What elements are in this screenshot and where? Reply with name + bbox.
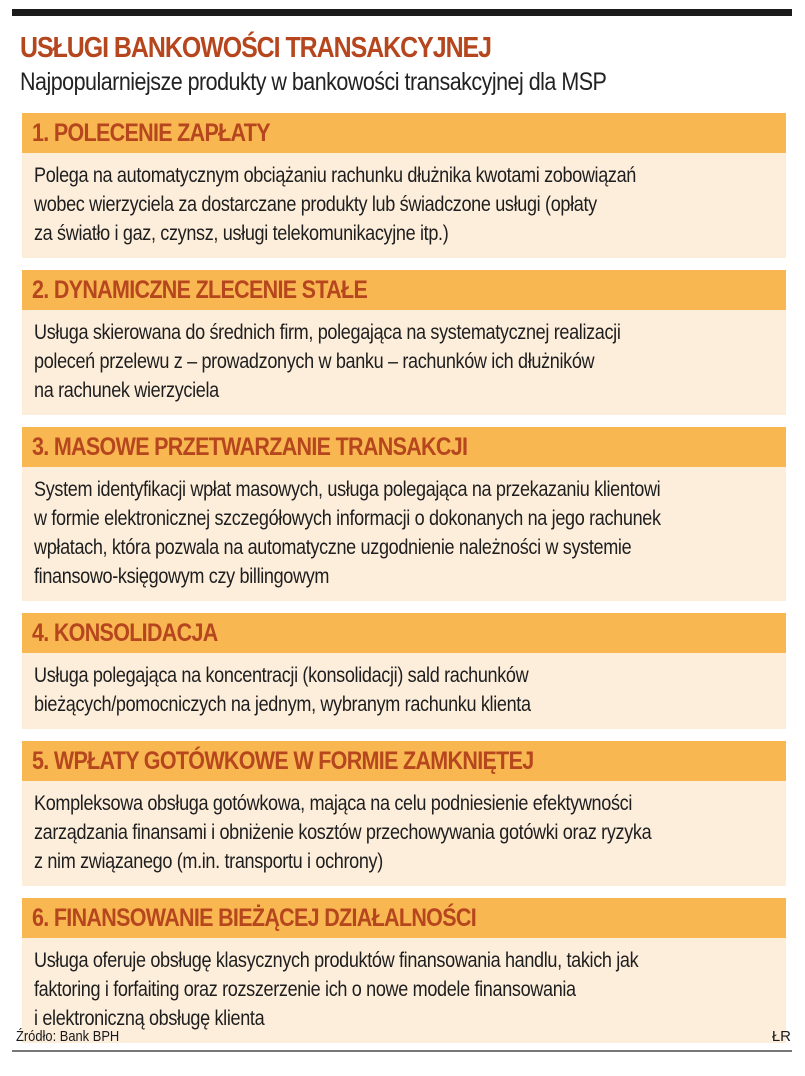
section-text-line: faktoring i forfaiting oraz rozszerzenie ich o nowe modele finansowania <box>34 978 576 1001</box>
section-body <box>22 467 786 601</box>
section-6 <box>22 898 786 1043</box>
section-5 <box>22 741 786 886</box>
source-note: Źródło: Bank BPH <box>16 1028 120 1045</box>
section-header <box>22 898 786 938</box>
section-text-line: Polega na automatycznym obciążaniu rachunku dłużnika kwotami zobowiązań <box>34 164 637 187</box>
section-header <box>22 613 786 653</box>
section-heading: 6. FINANSOWANIE BIEŻĄCEJ DZIAŁALNOŚCI <box>32 904 476 932</box>
section-text-line: wpłatach, która pozwala na automatyczne uzgodnienie należności w systemie <box>34 536 632 559</box>
section-text-line: i elektroniczną obsługę klienta <box>34 1007 265 1030</box>
section-4 <box>22 613 786 729</box>
section-body <box>22 938 786 1043</box>
section-heading: 2. DYNAMICZNE ZLECENIE STAŁE <box>32 276 368 304</box>
section-text-line: na rachunek wierzyciela <box>34 379 219 402</box>
section-text-line: Usługa oferuje obsługę klasycznych produktów finansowania handlu, takich jak <box>34 949 639 972</box>
section-header <box>22 741 786 781</box>
top-rule <box>12 9 792 16</box>
section-1 <box>22 113 786 258</box>
section-text-line: poleceń przelewu z – prowadzonych w banku – rachunków ich dłużników <box>34 350 595 373</box>
section-text-line: zarządzania finansami i obniżenie kosztów przechowywania gotówki oraz ryzyka <box>34 821 652 844</box>
section-2 <box>22 270 786 415</box>
section-text-line: Usługa skierowana do średnich firm, polegająca na systematycznej realizacji <box>34 321 621 344</box>
section-body <box>22 153 786 258</box>
section-heading: 4. KONSOLIDACJA <box>32 619 218 647</box>
page-title: USŁUGI BANKOWOŚCI TRANSAKCYJNEJ <box>20 32 491 64</box>
section-text-line: Usługa polegająca na koncentracji (konsolidacji) sald rachunków <box>34 664 529 687</box>
section-heading: 5. WPŁATY GOTÓWKOWE W FORMIE ZAMKNIĘTEJ <box>32 747 534 775</box>
section-header <box>22 113 786 153</box>
section-heading: 1. POLECENIE ZAPŁATY <box>32 119 270 147</box>
section-header <box>22 427 786 467</box>
section-text-line: bieżących/pomocniczych na jednym, wybranym rachunku klienta <box>34 693 531 716</box>
page-subtitle: Najpopularniejsze produkty w bankowości transakcyjnej dla MSP <box>20 68 607 96</box>
bottom-rule <box>12 1050 792 1052</box>
sections-list <box>22 113 786 1055</box>
section-body <box>22 781 786 886</box>
section-body <box>22 653 786 729</box>
section-heading: 3. MASOWE PRZETWARZANIE TRANSAKCJI <box>32 433 468 461</box>
section-text-line: wobec wierzyciela za dostarczane produkty lub świadczone usługi (opłaty <box>34 193 597 216</box>
author-initials: ŁR <box>771 1028 791 1045</box>
section-text-line: za światło i gaz, czynsz, usługi telekomunikacyjne itp.) <box>34 222 449 245</box>
section-header <box>22 270 786 310</box>
section-3 <box>22 427 786 601</box>
section-text-line: System identyfikacji wpłat masowych, usługa polegająca na przekazaniu klientowi <box>34 478 661 501</box>
section-text-line: z nim związanego (m.in. transportu i ochrony) <box>34 850 383 873</box>
section-text-line: finansowo-księgowym czy billingowym <box>34 565 330 588</box>
section-text-line: w formie elektronicznej szczegółowych informacji o dokonanych na jego rachunek <box>34 507 661 530</box>
section-body <box>22 310 786 415</box>
section-text-line: Kompleksowa obsługa gotówkowa, mająca na celu podniesienie efektywności <box>34 792 633 815</box>
